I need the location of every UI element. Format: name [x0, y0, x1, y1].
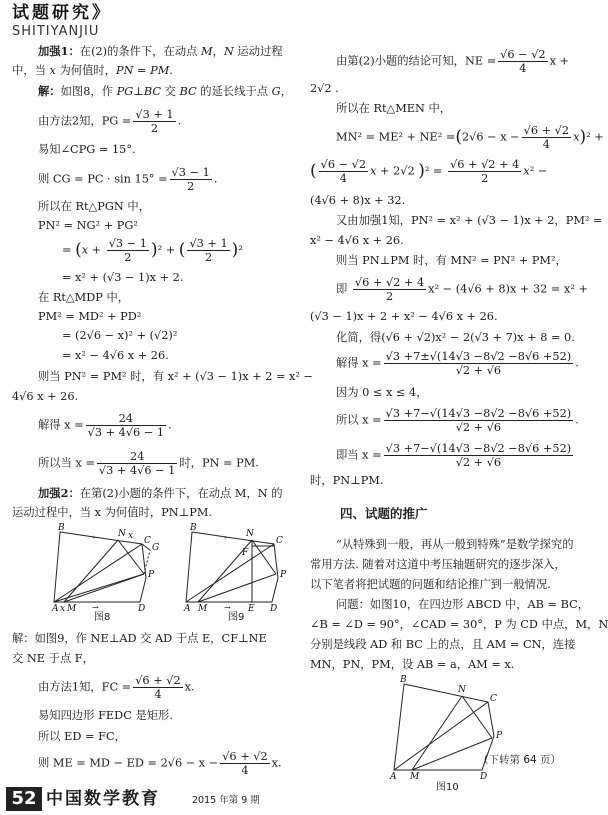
formula-line: 解得 x = $\frac{24}{√3 + 4√6 - 1}$ .: [38, 412, 172, 439]
svg-text:x: x: [128, 531, 134, 541]
text-line: ∠B = ∠D = 90°，∠CAD = 30°，P 为 CD 中点，M，N: [310, 618, 608, 631]
section-title: 试题研究》: [12, 3, 112, 23]
page-footer: [0, 782, 600, 815]
text-line: “从特殊到一般，再从一般到特殊”是数学探究的: [336, 538, 574, 551]
formula-line: PM² = MD² + PD²: [38, 310, 142, 323]
text-line: 运动过程中，当 x 为何值时，PN⊥PM.: [12, 506, 212, 519]
svg-text:←: ←: [224, 533, 231, 542]
figure-8: [52, 522, 162, 612]
figure-9: [184, 522, 296, 612]
text-line: 在 Rt△MDP 中，: [38, 291, 130, 304]
formula-line: PN² = NG² + PG²: [38, 219, 138, 232]
formula-line: MN² = ME² + NE² =(2√6 − x − $\frac{√6 + √2}{4}$ x)² +: [336, 124, 604, 151]
continued-note: （下转第 64 页）: [478, 754, 562, 766]
formula-line: 则当 PN⊥PM 时，有 MN² = PN² + PM²，: [336, 254, 567, 267]
formula-line: 化简，得(√6 + √2)x² − 2(√3 + 7)x + 8 = 0.: [336, 331, 575, 344]
svg-text:C: C: [276, 536, 283, 546]
svg-text:F: F: [242, 548, 249, 558]
svg-text:M: M: [410, 772, 420, 782]
formula-line: 2√2 .: [310, 82, 339, 95]
formula-line: 因为 0 ≤ x ≤ 4，: [336, 386, 428, 399]
page-number: 52: [6, 787, 42, 811]
formula-line: ( $\frac{√6 - √2}{4}$ x + 2√2 )² = $\frac{√6 + √2 + 4}{2}$ x² −: [310, 158, 548, 185]
text-line: 加强2：在第(2)小题的条件下，在动点 M，N 的: [38, 486, 283, 500]
svg-text:E: E: [248, 604, 255, 614]
text-line: 所以在 Rt△MEN 中，: [336, 102, 452, 115]
svg-text:B: B: [58, 523, 65, 533]
text-line: 所以在 Rt△PGN 中，: [38, 200, 150, 213]
formula-line: 又由加强1知，PN² = x² + (√3 − 1)x + 2，PM² =: [336, 214, 603, 227]
formula-line: = (2√6 − x)² + (√2)²: [62, 329, 178, 342]
text-line: 问题：如图10，在四边形 ABCD 中，AB = BC，: [336, 598, 590, 611]
formula-line: 则 CG = PC · sin 15° = $\frac{√3 - 1}{2}$ .: [38, 166, 218, 193]
formula-line: (√3 − 1)x + 2 + x² − 4√6 x + 26.: [310, 310, 498, 323]
formula-line: (4√6 + 8)x + 32.: [310, 194, 406, 207]
section-heading: 四、试题的推广: [340, 506, 428, 521]
svg-text:N: N: [118, 529, 126, 539]
formula-line: 即当 x = $\frac{√3 +7-√(14√3 -8√2 -8√6 +52)}{√2 + √6}$: [336, 442, 572, 469]
svg-text:N: N: [458, 685, 466, 695]
section-pinyin: SHITIYANJIU: [12, 24, 100, 39]
svg-text:B: B: [190, 523, 197, 533]
svg-text:→: →: [224, 603, 231, 612]
svg-text:D: D: [480, 772, 488, 782]
figure-8-caption: 图8: [94, 612, 111, 623]
svg-text:D: D: [270, 604, 278, 614]
text-line: 则当 PN² = PM² 时，有 x² + (√3 − 1)x + 2 = x² −: [38, 370, 314, 383]
page-header: [0, 0, 600, 44]
figure-10-caption: 图10: [436, 782, 459, 793]
formula-line: 解得 x = $\frac{√3 +7\pm√(14√3 -8√2 -8√6 +52)}{√2 + √6}$ .: [336, 350, 579, 377]
svg-text:A: A: [52, 604, 59, 614]
text-line: 解：如图9，作 NE⊥AD 交 AD 于点 E，CF⊥NE: [12, 632, 267, 645]
formula-line: 所以 x = $\frac{√3 +7-√(14√3 -8√2 -8√6 +52)}{√2 + √6}$ .: [336, 407, 579, 434]
text-line: 4√6 x + 26.: [12, 390, 79, 403]
text-line: 常用方法. 随着对这道中考压轴题研究的逐步深入，: [310, 558, 566, 571]
svg-text:M: M: [198, 604, 208, 614]
formula-line: 由方法1知，FC = $\frac{√6 + √2}{4}$ x.: [38, 674, 195, 701]
formula-line: 所以当 x = $\frac{24}{√3 + 4√6 - 1}$ 时，PN = PM.: [38, 450, 259, 477]
svg-text:B: B: [400, 675, 407, 685]
formula-line: = (x + $\frac{√3 - 1}{2}$ )² + ( $\frac{√3 + 1}{2}$ )²: [62, 237, 243, 264]
svg-text:C: C: [490, 694, 497, 704]
issue-label: 2015 年第 9 期: [192, 795, 260, 806]
svg-text:G: G: [152, 543, 160, 553]
formula-line: = x² + (√3 − 1)x + 2.: [62, 271, 184, 284]
text-line: 易知∠CPG = 15°.: [38, 143, 136, 156]
svg-text:A: A: [184, 604, 191, 614]
svg-text:M: M: [67, 604, 77, 614]
svg-text:x: x: [60, 604, 66, 614]
text-line: MN，PN，PM，设 AB = a，AM = x.: [310, 658, 515, 671]
text-line: 所以 ED = FC，: [38, 730, 126, 743]
text-line: 易知四边形 FEDC 是矩形.: [38, 709, 173, 722]
svg-text:→: →: [92, 603, 99, 612]
text-line: 解：如图8，作 PG⊥BC 交 BC 的延长线于点 G，: [38, 84, 292, 98]
text-line: 加强1：在(2)的条件下，在动点 M，N 运动过程: [38, 44, 283, 58]
magazine-title: 中国数学教育: [46, 789, 160, 809]
formula-line: x² − 4√6 x + 26.: [310, 234, 404, 247]
formula-line: 由第(2)小题的结论可知，NE = $\frac{√6 - √2}{4}$ x +: [336, 48, 570, 75]
text-line: 以下笔者将把试题的问题和结论推广到一般情况.: [310, 578, 551, 591]
formula-line: 时，PN⊥PM.: [310, 474, 384, 487]
figure-9-caption: 图9: [228, 612, 245, 623]
text-line: 交 NE 于点 F，: [12, 652, 94, 665]
svg-text:P: P: [280, 570, 287, 580]
formula-line: = x² − 4√6 x + 26.: [62, 349, 169, 362]
text-line: 分别是线段 AD 和 BC 上的点，且 AM = CN，连接: [310, 638, 576, 651]
text-line: 中，当 x 为何值时，PN = PM.: [12, 64, 173, 77]
formula-line: 则 ME = MD − ED = 2√6 − x − $\frac{√6 + √2}{4}$ x.: [38, 750, 282, 777]
formula-line: 由方法2知，PG = $\frac{√3 + 1}{2}$ .: [38, 108, 182, 135]
svg-text:P: P: [496, 731, 503, 741]
svg-text:D: D: [138, 604, 146, 614]
svg-text:C: C: [144, 536, 151, 546]
svg-text:←: ←: [92, 533, 99, 542]
svg-text:A: A: [390, 772, 397, 782]
svg-text:P: P: [148, 570, 155, 580]
svg-text:N: N: [246, 529, 254, 539]
formula-line: 即 $\frac{√6 + √2 + 4}{2}$ x² − (4√6 + 8)x + 32 = x² +: [336, 276, 588, 303]
